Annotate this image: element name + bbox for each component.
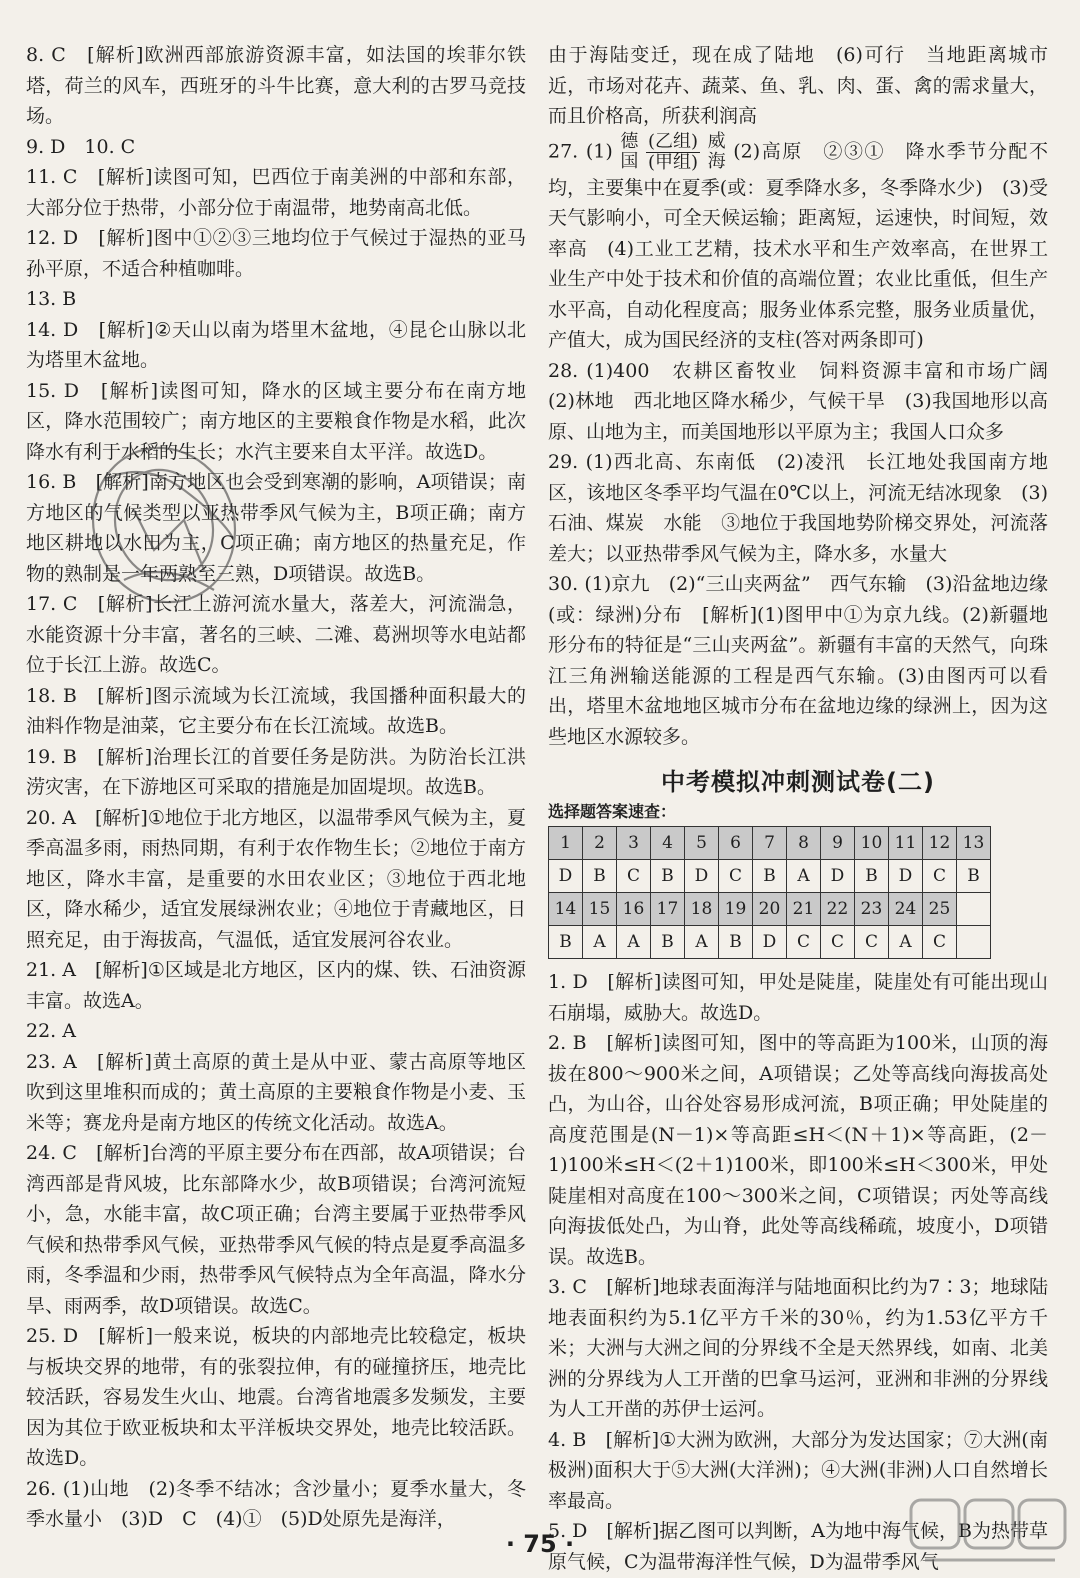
table-cell: B (719, 926, 753, 959)
answer-27-right-stack (708, 132, 726, 172)
answer-table-row-answers-2 (549, 926, 991, 959)
table-cell: 9 (821, 827, 855, 860)
table-cell: 21 (787, 893, 821, 926)
table-cell: A (787, 860, 821, 893)
answer-27-left-stack (620, 132, 638, 172)
answer-15: 15. D [解析]读图可知，降水的区域主要分布在南方地区，降水范围较广；南方地区的主要粮食作物是水稻，此次降水有利于水稻的生长；水汽主要来自太平洋。故选D。 (26, 379, 526, 463)
answer-27-prefix: 27. (1) (548, 140, 613, 162)
table-cell: B (753, 860, 787, 893)
table-cell: D (821, 860, 855, 893)
answer-table (548, 826, 991, 959)
answer-29: 29. (1)西北高、东南低 (2)凌汛 长江地处我国南方地区，该地区冬季平均气温在0℃以上，河流无结冰现象 (3)石油、煤炭 水能 ③地位于我国地势阶梯交界处，河流落差大；以亚热带季风气候为主，降水多，水量大 (548, 451, 1048, 565)
answer-12: 12. D [解析]图中①②③三地均位于气候过于湿热的亚马孙平原，不适合种植咖啡。 (26, 227, 526, 280)
answer-27-right-bottom: 海 (707, 151, 726, 172)
answer-b5: 5. D [解析]据乙图可以判断，A为地中海气候，B为热带草原气候，C为温带海洋性气候，D为温带季风气 (548, 1520, 1048, 1573)
table-cell: 25 (923, 893, 957, 926)
table-cell: 13 (957, 827, 991, 860)
table-cell: B (651, 860, 685, 893)
table-cell: B (549, 926, 583, 959)
answer-b1: 1. D [解析]读图可知，甲处是陡崖，陡崖处有可能出现山石崩塌，威胁大。故选D。 (548, 971, 1048, 1024)
answer-9-10: 9. D 10. C (26, 135, 136, 158)
answer-27-left-top: 德 (620, 131, 639, 152)
table-cell: 6 (719, 827, 753, 860)
table-cell: 15 (583, 893, 617, 926)
table-cell: 12 (923, 827, 957, 860)
answer-23: 23. A [解析]黄土高原的黄土是从中亚、蒙古高原等地区吹到这里堆积而成的；黄土高原的主要粮食作物是小麦、玉米等；赛龙舟是南方地区的传统文化活动。故选A。 (26, 1050, 526, 1134)
answer-27-left-bottom: 国 (620, 151, 639, 172)
left-column (26, 40, 526, 1535)
table-cell: C (787, 926, 821, 959)
table-cell: 5 (685, 827, 719, 860)
section-title: 中考模拟冲刺测试卷(二) (661, 768, 935, 796)
table-cell: B (855, 860, 889, 893)
answer-21: 21. A [解析]①区域是北方地区，区内的煤、铁、石油资源丰富。故选A。 (26, 959, 526, 1012)
answer-28: 28. (1)400 农耕区畜牧业 饲料资源丰富和市场广阔 (2)林地 西北地区降水稀少，气候干旱 (3)我国地形以高原、山地为主，而美国地形以平原为主；我国人口众多 (548, 359, 1068, 443)
table-cell: 1 (549, 827, 583, 860)
answer-13: 13. B (26, 288, 77, 310)
right-column (548, 40, 1068, 1577)
table-cell: 3 (617, 827, 651, 860)
table-cell: 23 (855, 893, 889, 926)
table-cell (957, 926, 991, 959)
answer-18: 18. B [解析]图示流域为长江流域，我国播种面积最大的油料作物是油菜，它主要分布在长江流域。故选B。 (26, 684, 526, 737)
table-cell: 4 (651, 827, 685, 860)
answer-27-group-bottom: (甲组) (647, 151, 698, 173)
table-cell: A (889, 926, 923, 959)
table-cell: 17 (651, 893, 685, 926)
table-cell: 8 (787, 827, 821, 860)
table-cell: 18 (685, 893, 719, 926)
table-cell: A (583, 926, 617, 959)
answer-table-row-numbers-2 (549, 893, 991, 926)
table-cell (957, 893, 991, 926)
table-cell: B (957, 860, 991, 893)
table-cell: 11 (889, 827, 923, 860)
table-cell: D (549, 860, 583, 893)
answer-26: 26. (1)山地 (2)冬季不结冰；含沙量小；夏季水量大，冬季水量小 (3)D C (4)① (5)D处原先是海洋， (26, 1477, 526, 1530)
answer-8: 8. C [解析]欧洲西部旅游资源丰富，如法国的埃菲尔铁塔，荷兰的风车，西班牙的斗牛比赛，意大利的古罗马竞技场。 (26, 44, 526, 127)
table-cell: 22 (821, 893, 855, 926)
answer-22: 22. A (26, 1020, 76, 1042)
table-cell: C (719, 860, 753, 893)
table-cell: 20 (753, 893, 787, 926)
table-cell: 2 (583, 827, 617, 860)
answer-b3: 3. C [解析]地球表面海洋与陆地面积比约为7∶3；地球陆地表面积约为5.1亿平方千米的30％，约为1.53亿平方千米；大洲与大洲之间的分界线不全是天然界线，如南、北美洲的分界线为人工开凿的巴拿马运河，亚洲和非洲的分界线为人工开凿的苏伊士运河。 (548, 1276, 1048, 1420)
answer-table-row-answers-1 (549, 860, 991, 893)
answer-26-continued: 由于海陆变迁，现在成了陆地 (6)可行 当地距离城市近，市场对花卉、蔬菜、鱼、乳、肉、蛋、禽的需求量大，而且价格高，所获利润高 (548, 44, 1048, 127)
table-cell: C (855, 926, 889, 959)
table-cell: 10 (855, 827, 889, 860)
answer-30: 30. (1)京九 (2)“三山夹两盆” 西气东输 (3)沿盆地边缘(或：绿洲)分布 [解析](1)图甲中①为京九线。(2)新疆地形分布的特征是“三山夹两盆”。新疆有丰富的天然气，向珠江三角洲输送能源的工程是西气东输。(3)由图丙可以看出，塔里木盆地地区城市分布在盆地边缘的绿洲上，因为这些地区水源较多。 (548, 573, 1048, 748)
table-cell: D (753, 926, 787, 959)
table-cell: B (651, 926, 685, 959)
answer-27 (548, 132, 1048, 356)
table-cell: D (889, 860, 923, 893)
answer-17: 17. C [解析]长江上游河流水量大，落差大，河流湍急，水能资源十分丰富，著名的三峡、二滩、葛洲坝等水电站都位于长江上游。故选C。 (26, 593, 526, 676)
answer-b4: 4. B [解析]①大洲为欧洲，大部分为发达国家；⑦大洲(南极洲)面积大于⑤大洲(大洋洲)；④大洲(非洲)人口自然增长率最高。 (548, 1428, 1048, 1512)
answer-20: 20. A [解析]①地位于北方地区，以温带季风气候为主，夏季高温多雨，雨热同期，有利于农作物生长；②地位于南方地区，降水丰富，是重要的水田农业区；③地位于西北地区，降水稀少，适宜发展绿洲农业；④地位于青藏地区，日照充足，由于海拔高，气温低，适宜发展河谷农业。 (26, 806, 526, 951)
table-cell: 19 (719, 893, 753, 926)
table-cell: 7 (753, 827, 787, 860)
answer-table-row-numbers-1 (549, 827, 991, 860)
table-cell: 14 (549, 893, 583, 926)
table-cell: C (821, 926, 855, 959)
table-cell: D (685, 860, 719, 893)
answer-b2: 2. B [解析]读图可知，图中的等高距为100米，山顶的海拔在800～900米之间，A项错误；乙处等高线向海拔高处凸，为山谷，山谷处容易形成河流，B项正确；甲处陡崖的高度范围是(N－1)×等高距≤H＜(N＋1)×等高距，(2－1)100米≤H＜(2＋1)100米，即100米≤H＜300米，甲处陡崖相对高度在100～300米之间，C项错误；丙处等高线向海拔低处凸，为山脊，此处等高线稀疏，坡度小，D项错误。故选B。 (548, 1032, 1048, 1268)
table-cell: 16 (617, 893, 651, 926)
answer-27-right-top: 威 (707, 131, 726, 152)
answer-25: 25. D [解析]一般来说，板块的内部地壳比较稳定，板块与板块交界的地带，有的张裂拉伸，有的碰撞挤压，地壳比较活跃，容易发生火山、地震。台湾省地震多发频发，主要因为其位于欧亚板块和太平洋板块交界处，地壳比较活跃。故选D。 (26, 1325, 526, 1469)
answer-27-group-fraction (646, 132, 700, 173)
answer-27-rest: (2)高原 ②③① 降水季节分配不均，主要集中在夏季(或：夏季降水多，冬季降水少) (3)受天气影响小，可全天候运输；距离短，运速快，时间短，效率高 (4)工业工艺精，技术水平和生产效率高，在世界工业生产中处于技术和价值的高端位置；农业比重低，但生产水平高，自动化程度高；服务业体系完整，服务业质量优，产值大，成为国民经济的支柱(答对两条即可) (548, 140, 1048, 351)
table-cell: B (583, 860, 617, 893)
table-cell: C (923, 860, 957, 893)
answer-19: 19. B [解析]治理长江的首要任务是防洪。为防治长江洪涝灾害，在下游地区可采取的措施是加固堤坝。故选B。 (26, 745, 526, 798)
answer-14: 14. D [解析]②天山以南为塔里木盆地，④昆仑山脉以北为塔里木盆地。 (26, 318, 526, 371)
table-cell: 24 (889, 893, 923, 926)
answer-27-group-top: (乙组) (647, 130, 698, 152)
answer-24: 24. C [解析]台湾的平原主要分布在西部，故A项错误；台湾西部是背风坡，比东部降水少，故B项错误；台湾河流短小，急，水能丰富，故C项正确；台湾主要属于亚热带季风气候和热带季风气候，亚热带季风气候的特点是夏季高温多雨，冬季温和少雨，热带季风气候特点为全年高温，降水分旱、雨两季，故D项错误。故选C。 (26, 1142, 526, 1317)
table-cell: C (617, 860, 651, 893)
table-cell: A (617, 926, 651, 959)
table-cell: A (685, 926, 719, 959)
answer-table-title: 选择题答案速查： (548, 802, 677, 821)
answer-16: 16. B [解析]南方地区也会受到寒潮的影响，A项错误；南方地区的气候类型以亚热带季风气候为主，B项正确；南方地区耕地以水田为主，C项正确；南方地区的热量充足，作物的熟制是一年两熟至三熟，D项错误。故选B。 (26, 471, 526, 585)
answer-11: 11. C [解析]读图可知，巴西位于南美洲的中部和东部，大部分位于热带，小部分位于南温带，地势南高北低。 (26, 166, 526, 219)
page-number: · 75 · (505, 1530, 575, 1558)
table-cell: C (923, 926, 957, 959)
